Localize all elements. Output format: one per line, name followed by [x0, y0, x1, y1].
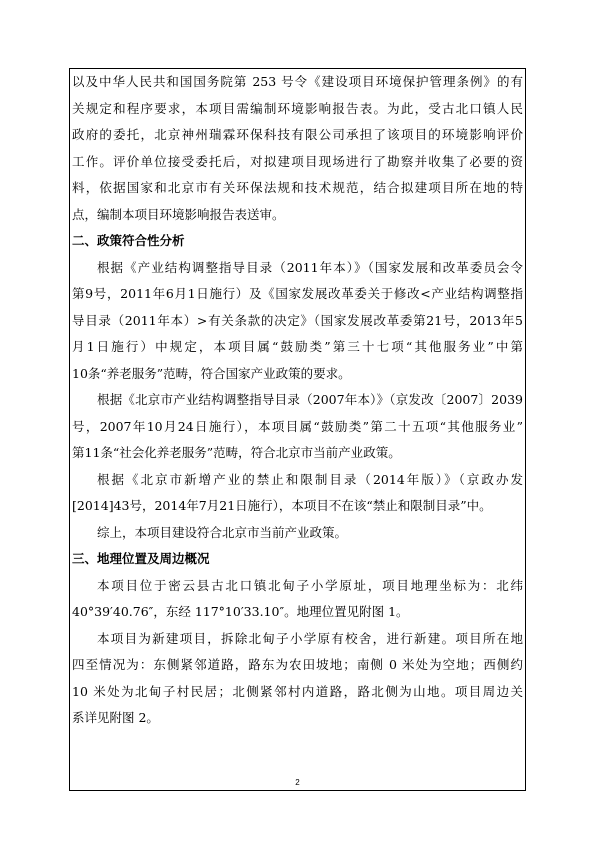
text-line: 号，2007年10月24日施行），本项目属“鼓励类”第二十五项“其他服务业” [72, 418, 523, 434]
section-heading: 三、地理位置及周边概况 [72, 551, 210, 566]
text-line: 综上，本项目建设符合北京市当前产业政策。 [97, 524, 348, 540]
text-line: 根据《北京市新增产业的禁止和限制目录（2014年版）》（京政办发 [97, 471, 523, 487]
document-body [72, 69, 523, 732]
text-line: 工作。评价单位接受委托后，对拟建项目现场进行了勘察并收集了必要的资 [72, 153, 523, 169]
text-line: 根据《北京市产业结构调整指导目录（2007年本）》（京发改〔2007〕2039 [97, 392, 523, 407]
text-line: 本项目位于密云县古北口镇北甸子小学原址，项目地理坐标为：北纬 [97, 577, 523, 593]
section-heading: 二、政策符合性分析 [72, 233, 185, 248]
text-line: [2014]43号，2014年7月21日施行），本项目不在该“禁止和限制目录”中。 [72, 498, 492, 513]
text-line: 政府的委托，北京神州瑞霖环保科技有限公司承担了该项目的环境影响评价 [72, 127, 523, 142]
text-line: 本项目为新建项目，拆除北甸子小学原有校舍，进行新建。项目所在地 [97, 630, 523, 646]
text-line: 四至情况为：东侧紧邻道路，路东为农田坡地；南侧 0 米处为空地；西侧约 [72, 657, 523, 672]
text-line: 根据《产业结构调整指导目录（2011年本）》（国家发展和改革委员会令 [97, 259, 523, 275]
text-line: 料，依据国家和北京市有关环保法规和技术规范，结合拟建项目所在地的特 [72, 180, 523, 195]
text-line: 第9号，2011年6月1日施行）及《国家发展改革委关于修改<产业结构调整指 [72, 286, 523, 301]
text-line: 40°39′40.76″，东经 117°10′33.10″。地理位置见附图 1。 [72, 604, 409, 619]
text-line: 第11条“社会化养老服务”范畴，符合北京市当前产业政策。 [72, 445, 401, 460]
text-line: 10条“养老服务”范畴，符合国家产业政策的要求。 [72, 365, 351, 381]
text-line: 月1日施行）中规定，本项目属“鼓励类”第三十七项“其他服务业”中第 [72, 339, 523, 354]
text-line: 10 米处为北甸子村民居；北侧紧邻村内道路，路北侧为山地。项目周边关 [72, 683, 523, 699]
text-line: 点，编制本项目环境影响报告表送审。 [72, 206, 285, 222]
content-frame [69, 68, 526, 791]
text-line: 导目录（2011年本）>有关条款的决定》（国家发展改革委第21号，2013年5 [72, 312, 523, 328]
text-line: 系详见附图 2。 [72, 710, 159, 725]
text-line: 以及中华人民共和国国务院第 253 号令《建设项目环境保护管理条例》的有 [72, 74, 523, 89]
text-line: 关规定和程序要求，本项目需编制环境影响报告表。为此，受古北口镇人民 [72, 100, 523, 116]
page-number: 2 [295, 778, 300, 787]
